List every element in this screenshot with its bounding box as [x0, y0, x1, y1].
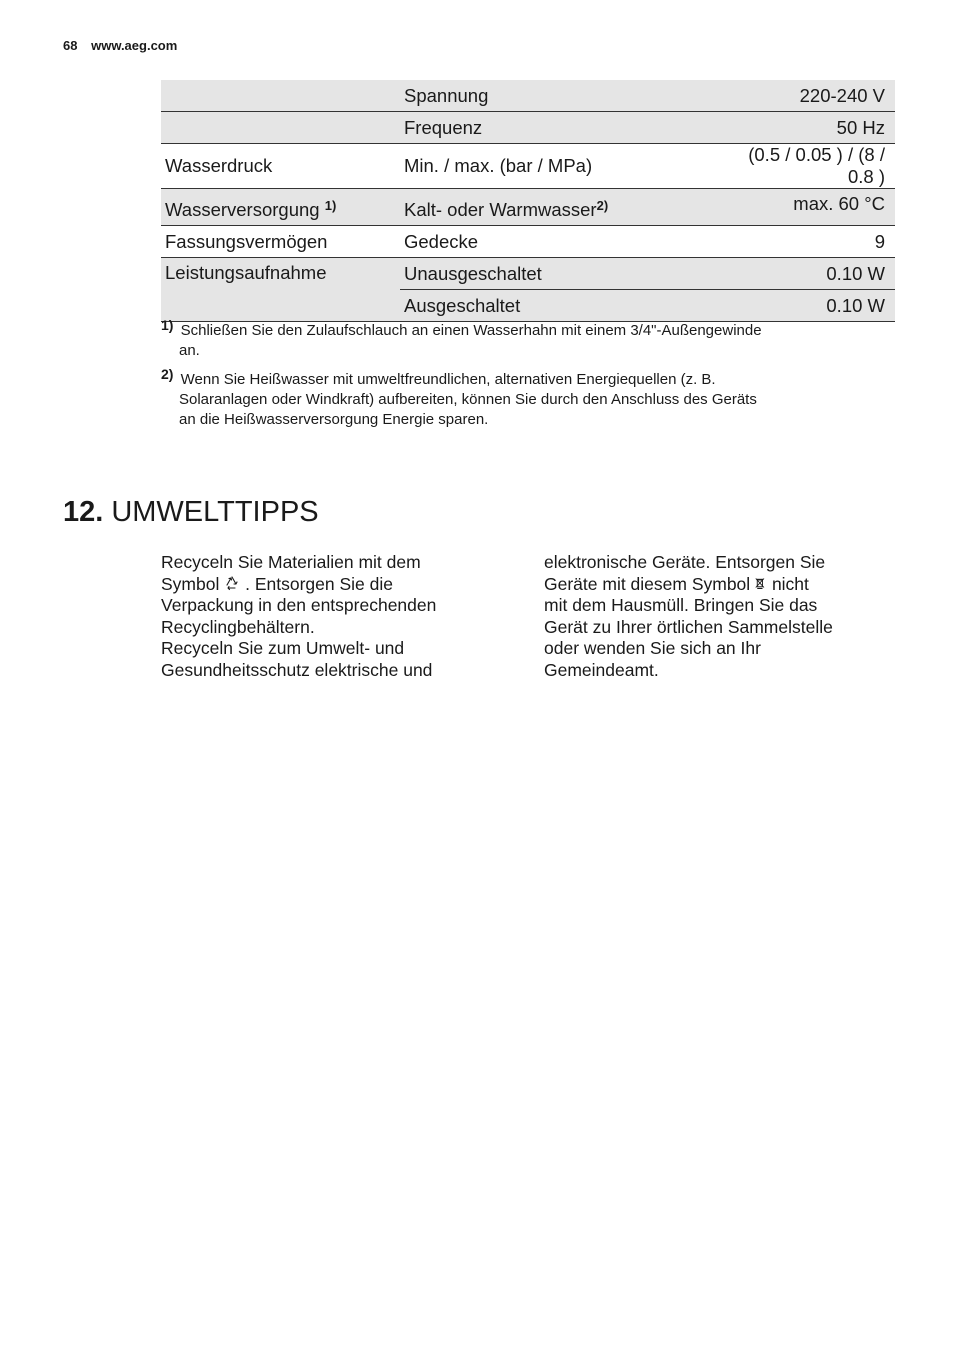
body-column-right [544, 552, 874, 681]
footnote [161, 366, 891, 430]
row-label [161, 112, 400, 144]
row-param: Kalt- oder Warmwasser$^{2)}$ [400, 189, 714, 226]
row-param: Unausgeschaltet [400, 258, 714, 290]
body-line: Gerät zu Ihrer örtlichen Sammelstelle [544, 616, 833, 637]
row-value: 9 [714, 226, 895, 258]
body-line: mit dem Hausmüll. Bringen Sie das [544, 595, 818, 615]
body-column-left [161, 552, 491, 681]
row-param: Frequenz [400, 112, 714, 144]
recycle-icon [224, 575, 240, 591]
row-value: (0.5 / 0.05 ) / (8 / 0.8 ) [714, 144, 895, 189]
row-param: Spannung [400, 80, 714, 112]
row-param: Ausgeschaltet [400, 290, 714, 322]
footnote-text: an. [179, 342, 200, 359]
section-heading: UMWELTTIPPS [111, 496, 319, 528]
row-label [161, 80, 400, 112]
footnote [161, 317, 891, 361]
crossed-bin-icon [755, 575, 767, 591]
page-number: 68 [63, 38, 78, 53]
row-value: 0.10 W [714, 258, 895, 290]
spec-table [161, 80, 895, 322]
body-line: elektronische Geräte. Entsorgen Sie [544, 552, 826, 572]
footnote-ref: 1) [324, 198, 337, 213]
table-row [161, 80, 895, 112]
footnote-text: Solaranlagen oder Windkraft) aufbereiten, können Sie durch den Anschluss des Geräts [179, 391, 757, 408]
body-line: Verpackung in den entsprechenden [161, 595, 437, 615]
table-row [161, 258, 895, 290]
footnote-mark: 1) [161, 317, 174, 333]
row-param: Gedecke [400, 226, 714, 258]
body-line: oder wenden Sie sich an Ihr [544, 638, 761, 658]
body-line: Gemeindeamt. [544, 659, 659, 680]
body-line: Recyceln Sie Materialien mit dem [161, 552, 421, 572]
table-row [161, 144, 895, 189]
row-param: Min. / max. (bar / MPa) [400, 144, 714, 189]
row-label: Wasserversorgung $^{1)}$ [161, 189, 400, 226]
section-title [63, 496, 319, 529]
body-line: Symbol . Entsorgen Sie die [161, 573, 393, 594]
section-number: 12. [63, 496, 104, 528]
site-url: www.aeg.com [91, 38, 178, 53]
table-row [161, 189, 895, 226]
footnote-text: an die Heißwasserversorgung Energie sparen. [179, 411, 489, 428]
footnotes [161, 317, 891, 438]
table-row [161, 226, 895, 258]
footnote-mark: 2) [161, 366, 174, 382]
row-label: Fassungsvermögen [161, 226, 400, 258]
page-header [63, 38, 177, 53]
row-label: Leistungsaufnahme [161, 258, 400, 322]
footnote-ref: 2) [596, 198, 609, 213]
row-value: 220-240 V [714, 80, 895, 112]
body-line: Geräte mit diesem Symbol nicht [544, 573, 809, 594]
body-line: Recyclingbehältern. [161, 616, 315, 637]
table-row [161, 112, 895, 144]
row-value: 50 Hz [714, 112, 895, 144]
row-label: Wasserdruck [161, 144, 400, 189]
footnote-text: Schließen Sie den Zulaufschlauch an einen Wasserhahn mit einem 3/4"-Außengewinde [180, 322, 762, 339]
row-value: 0.10 W [714, 290, 895, 322]
body-line: Recyceln Sie zum Umwelt- und [161, 638, 405, 658]
footnote-text: Wenn Sie Heißwasser mit umweltfreundlichen, alternativen Energiequellen (z. B. [180, 371, 716, 388]
body-line: Gesundheitsschutz elektrische und [161, 659, 433, 680]
row-value: max. 60 °C [714, 189, 895, 226]
